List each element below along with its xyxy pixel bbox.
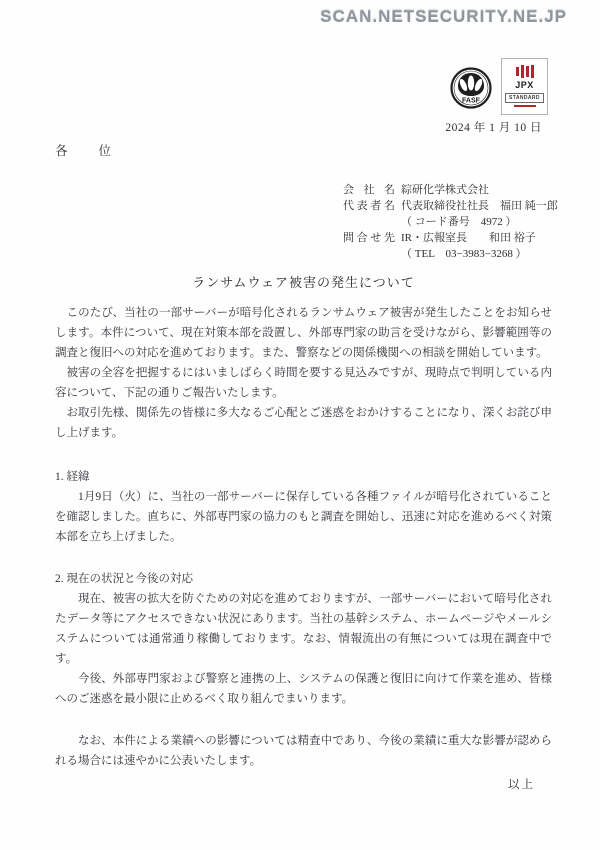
section-heading: 2. 現在の状況と今後の対応 bbox=[55, 573, 193, 585]
section-keii bbox=[55, 467, 552, 547]
intro-paragraph: 被害の全容を把握するにはいましばらく時間を要する見込みですが、現時点で判明している内容について、下記の通りご報告いたします。 bbox=[55, 367, 552, 399]
section-paragraph: 現在、被害の拡大を防ぐための対応を進めておりますが、一部サーバーにおいて暗号化されたデータ等にアクセスできない状況にあります。当社の基幹システム、ホームページやメールシステムについては通常通り稼働しております。なお、情報流出の有無については現在調査中です。 bbox=[55, 593, 552, 665]
company-row bbox=[343, 230, 552, 246]
section-status bbox=[55, 569, 552, 709]
section-paragraph: 今後、外部専門家および警察と連携の上、システムの保護と復旧に向けて作業を進め、皆様へのご迷惑を最小限に止めるべく取り組んでまいります。 bbox=[55, 673, 552, 705]
site-watermark: SCAN.NETSECURITY.NE.JP bbox=[320, 7, 567, 26]
company-row bbox=[343, 182, 552, 198]
date-label: 2024 年 1 月 10 日 bbox=[445, 122, 542, 134]
svg-text:FASF: FASF bbox=[462, 97, 480, 105]
closing-section bbox=[55, 731, 552, 771]
company-label: 代表者名 bbox=[343, 200, 395, 212]
intro-paragraph: お取引先様、関係先の皆様に多大なるご心配とご迷惑をおかけすることになり、深くお詫び申し上げます。 bbox=[55, 407, 552, 439]
salutation: 各 位 bbox=[55, 144, 114, 158]
intro-paragraph: このたび、当社の一部サーバーが暗号化されるランサムウェア被害が発生したことをお知らせします。本件について、現在対策本部を設置し、外部専門家の助言を受けながら、影響範囲等の調査と復旧への対応を進めております。また、警察などの関係機関への相談を開始しています。 bbox=[55, 307, 552, 359]
company-value: （ コード番号 4972 ） bbox=[401, 216, 517, 228]
jpx-bars-icon bbox=[516, 64, 534, 78]
company-row bbox=[343, 214, 552, 230]
company-label bbox=[343, 246, 395, 262]
logo-row bbox=[450, 58, 548, 115]
company-row bbox=[343, 246, 552, 262]
closing-paragraph: なお、本件による業績への影響については精査中であり、今後の業績に重大な影響が認められる場合には速やかに公表いたします。 bbox=[55, 735, 552, 767]
company-label bbox=[343, 214, 395, 230]
jpx-redline bbox=[514, 105, 536, 107]
section-heading: 1. 経緯 bbox=[55, 471, 90, 483]
company-value: （ TEL 03−3983−3268 ） bbox=[401, 248, 527, 260]
company-label: 会 社 名 bbox=[343, 184, 395, 196]
company-info-block bbox=[343, 182, 558, 262]
intro-section bbox=[55, 303, 552, 443]
company-value: IR・広報室長 和田 裕子 bbox=[401, 232, 536, 244]
company-row bbox=[343, 198, 558, 214]
company-value: 綜研化学株式会社 bbox=[401, 184, 489, 196]
section-paragraph: 1月9日（火）に、当社の一部サーバーに保存している各種ファイルが暗号化されていることを確認しました。直ちに、外部専門家の協力のもと調査を開始し、迅速に対応を進めるべく対策本部を立ち上げました。 bbox=[55, 491, 552, 543]
company-label: 問合せ先 bbox=[343, 232, 395, 244]
jpx-standard-logo bbox=[501, 58, 548, 115]
company-value: 代表取締役社社長 福田 純一郎 bbox=[401, 200, 558, 212]
jpx-label: JPX bbox=[515, 80, 534, 90]
end-mark: 以上 bbox=[508, 779, 535, 791]
jpx-segment-label: STANDARD bbox=[505, 93, 544, 103]
press-release-title: ランサムウェア被害の発生について bbox=[192, 275, 415, 290]
fasf-seal-icon bbox=[450, 67, 492, 114]
